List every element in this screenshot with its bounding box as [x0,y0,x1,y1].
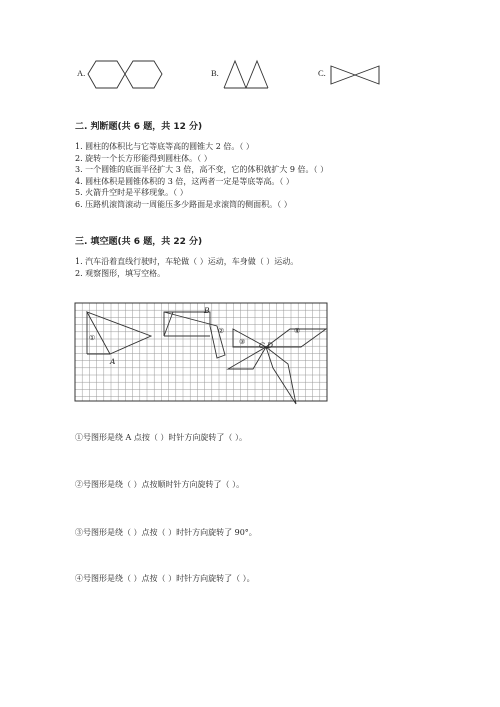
option-a-label: A. [77,68,86,78]
section-title-fill: 三. 填空题(共 6 题，共 22 分) [75,237,203,247]
question-1: ①号图形是绕 A 点按（ ）时针方向旋转了（ ）。 [75,433,247,442]
question-3: ③号图形是绕（ ）点按（ ）时针方向旋转了 90°。 [75,528,257,537]
question-4: ④号图形是绕（ ）点按（ ）时针方向旋转了（ ）。 [75,574,255,583]
point-d-label: D [267,341,274,350]
judgement-item: 6. 压路机滚筒滚动一周能压多少路面是求滚筒的侧面积。（ ） [75,199,292,209]
shape-2 [164,312,225,358]
option-b-label: B. [211,68,219,78]
judgement-item: 3. 一个圆锥的底面半径扩大 3 倍，高不变，它的体积就扩大 9 倍。（ ） [75,165,329,174]
fill-item: 1. 汽车沿着直线行驶时，车轮做（ ）运动，车身做（ ）运动。 [75,257,299,266]
option-a-figure [88,60,168,90]
shape-2-label: ② [218,327,225,335]
judgement-item: 4. 圆柱体积是圆锥体积的 3 倍，这两者一定是等底等高。（ ） [75,176,294,186]
judgement-list [75,141,328,210]
judgement-item: 1. 圆柱的体积比与它等底等高的圆锥大 2 倍。（ ） [75,142,254,151]
point-b-label: B [204,306,210,315]
question-2: ②号图形是绕（ ）点按顺时针方向旋转了（ ）。 [75,480,245,489]
shape-4-label: ④ [294,327,301,335]
fill-list [75,256,298,279]
section-title-judgement: 二. 判断题(共 6 题，共 12 分) [75,122,203,132]
point-c-label: C [259,341,265,350]
option-b-figure [224,60,274,90]
fill-item: 2. 观察图形，填写空格。 [75,268,166,278]
rotation-grid-figure [75,303,327,406]
shape-3-label: ③ [239,338,246,346]
point-a-label: A [110,357,116,366]
option-c-figure [331,62,411,90]
judgement-item: 5. 火箭升空时是平移现象。（ ） [75,188,188,197]
shape-1-label: ① [89,334,96,342]
judgement-item: 2. 旋转一个长方形能得到圆柱体。（ ） [75,153,212,163]
option-c-label: C. [318,68,326,78]
